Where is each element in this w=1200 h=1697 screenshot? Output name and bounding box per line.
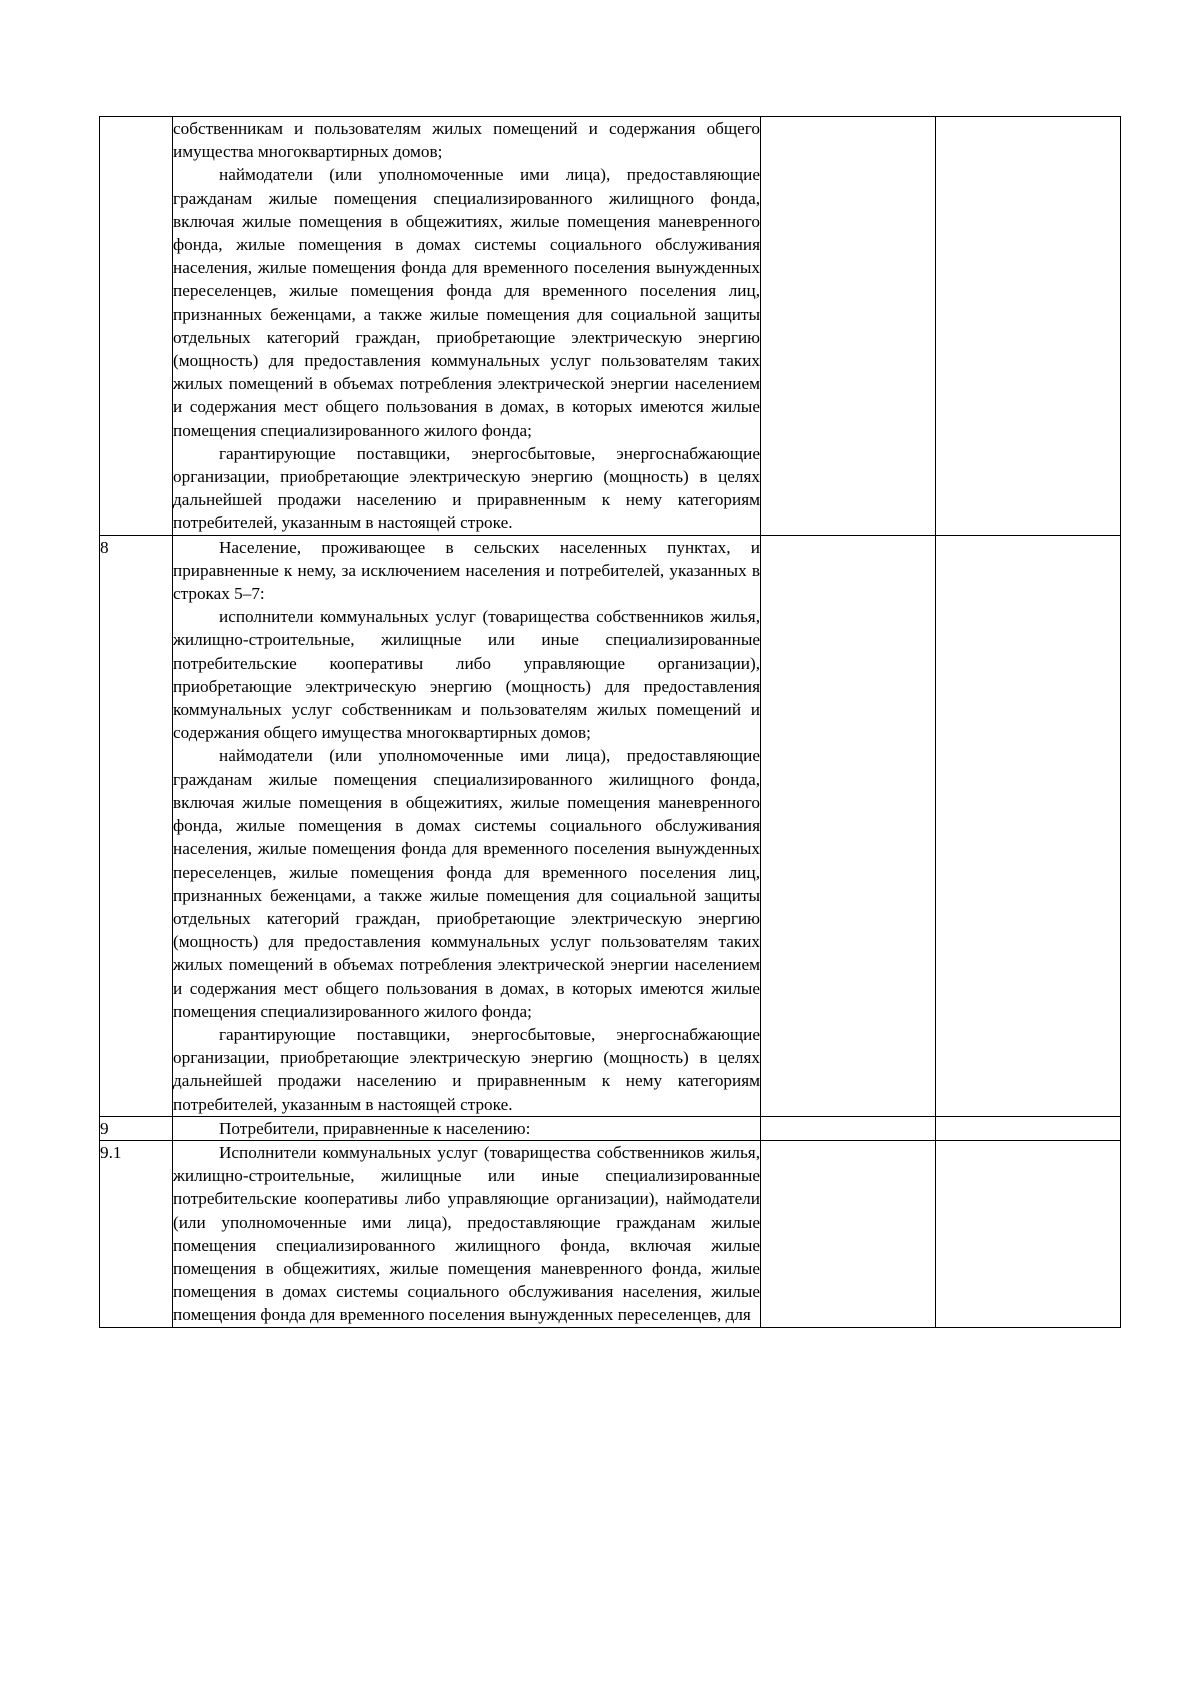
row-description-cell xyxy=(173,535,761,1116)
tariff-table xyxy=(99,116,1121,1328)
table-row xyxy=(100,535,1121,1116)
row-description-cell xyxy=(173,1116,761,1140)
table-row xyxy=(100,1140,1121,1327)
empty-value-cell xyxy=(936,1140,1121,1327)
row-description-cell xyxy=(173,117,761,536)
row-description-cell xyxy=(173,1140,761,1327)
paragraph: наймодатели (или уполномоченные ими лица), предоставляющие гражданам жилые помещения специализированного жилищного фонда, включая жилые помещения в общежитиях, жилые помещения маневренного фонда, жилые помещения в домах системы социального обслуживания населения, жилые помещения фонда для временного поселения вынужденных переселенцев, жилые помещения фонда для временного поселения лиц, признанных беженцами, а также жилые помещения для социальной защиты отдельных категорий граждан, приобретающие электрическую энергию (мощность) для предоставления коммунальных услуг пользователям таких жилых помещений в объемах потребления электрической энергии населением и содержания мест общего пользования в домах, в которых имеются жилые помещения специализированного жилого фонда; xyxy=(173,746,760,1021)
table-row xyxy=(100,117,1121,536)
empty-value-cell xyxy=(761,535,936,1116)
empty-value-cell xyxy=(936,535,1121,1116)
empty-value-cell xyxy=(761,1116,936,1140)
paragraph: Потребители, приравненные к населению: xyxy=(219,1118,531,1138)
paragraph: гарантирующие поставщики, энергосбытовые, энергоснабжающие организации, приобретающие электрическую энергию (мощность) в целях дальнейшей продажи населению и приравненным к нему категориям потребителей, указанным в настоящей строке. xyxy=(173,1024,760,1114)
empty-value-cell xyxy=(761,117,936,536)
row-number-cell xyxy=(100,117,173,536)
row-number-cell: 9.1 xyxy=(100,1140,173,1327)
paragraph: наймодатели (или уполномоченные ими лица), предоставляющие гражданам жилые помещения специализированного жилищного фонда, включая жилые помещения в общежитиях, жилые помещения маневренного фонда, жилые помещения в домах системы социального обслуживания населения, жилые помещения фонда для временного поселения вынужденных переселенцев, жилые помещения фонда для временного поселения лиц, признанных беженцами, а также жилые помещения для социальной защиты отдельных категорий граждан, приобретающие электрическую энергию (мощность) для предоставления коммунальных услуг пользователям таких жилых помещений в объемах потребления электрической энергии населением и содержания мест общего пользования в домах, в которых имеются жилые помещения специализированного жилого фонда; xyxy=(173,165,760,440)
row-number-cell: 9 xyxy=(100,1116,173,1140)
empty-value-cell xyxy=(936,1116,1121,1140)
paragraph: гарантирующие поставщики, энергосбытовые, энергоснабжающие организации, приобретающие электрическую энергию (мощность) в целях дальнейшей продажи населению и приравненным к нему категориям потребителей, указанным в настоящей строке. xyxy=(173,443,760,533)
row-number-cell: 8 xyxy=(100,535,173,1116)
paragraph: собственникам и пользователям жилых помещений и содержания общего имущества многоквартирных домов; xyxy=(173,119,760,162)
empty-value-cell xyxy=(936,117,1121,536)
paragraph: Население, проживающее в сельских населенных пунктах, и приравненные к нему, за исключением населения и потребителей, указанных в строках 5–7: xyxy=(173,537,760,604)
paragraph: исполнители коммунальных услуг (товарищества собственников жилья, жилищно-строительные, жилищные или иные специализированные потребительские кооперативы либо управляющие организации), приобретающие электрическую энергию (мощность) для предоставления коммунальных услуг собственникам и пользователям жилых помещений и содержания общего имущества многоквартирных домов; xyxy=(173,607,760,743)
empty-value-cell xyxy=(761,1140,936,1327)
table-row xyxy=(100,1116,1121,1140)
paragraph: Исполнители коммунальных услуг (товарищества собственников жилья, жилищно-строительные, жилищные или иные специализированные потребительские кооперативы либо управляющие организации), наймодатели (или уполномоченные ими лица), предоставляющие гражданам жилые помещения специализированного жилищного фонда, включая жилые помещения в общежитиях, жилые помещения маневренного фонда, жилые помещения в домах системы социального обслуживания населения, жилые помещения фонда для временного поселения вынужденных переселенцев, для xyxy=(173,1142,760,1325)
